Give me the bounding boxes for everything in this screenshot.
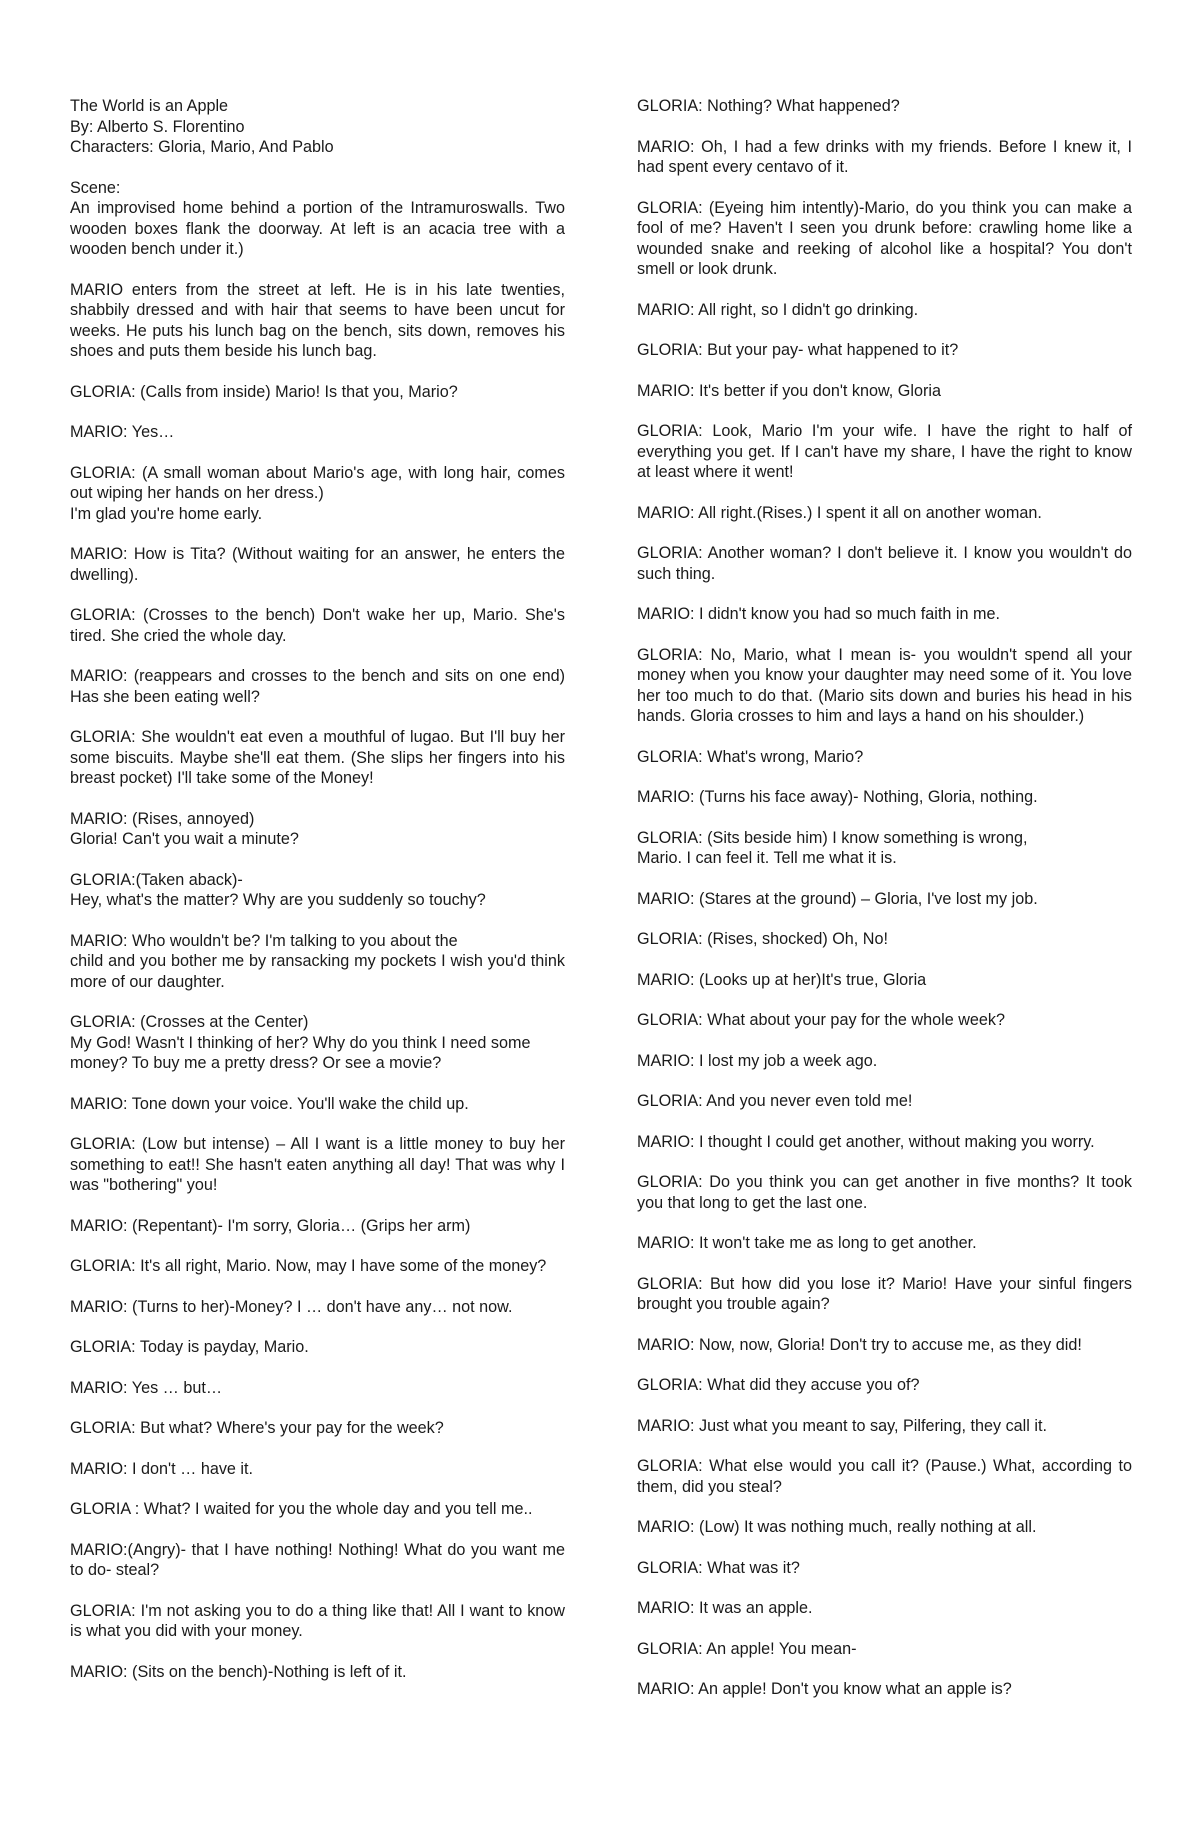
- dialogue-paragraph: MARIO: (Turns his face away)- Nothing, Gloria, nothing.: [637, 788, 1038, 806]
- dialogue-paragraph: GLORIA: She wouldn't eat even a mouthful of lugao. But I'll buy her some biscuits. Maybe she'll eat them. (She slips her fingers into his breast pocket) I'll take some of the Money!: [70, 728, 565, 787]
- dialogue-paragraph: MARIO: Yes … but…: [70, 1378, 223, 1397]
- dialogue-paragraph: GLORIA: (Eyeing him intently)-Mario, do you think you can make a fool of me? Haven't I seen you drunk before: crawling home like a wounded snake and reeking of alcohol like a hospital? You don't smell or look drunk.: [637, 198, 1132, 278]
- dialogue-paragraph: GLORIA: Today is payday, Mario.: [70, 1338, 309, 1356]
- document-title: The World is an Apple: [70, 97, 229, 115]
- dialogue-paragraph: MARIO: (Low) It was nothing much, really nothing at all.: [637, 1518, 1037, 1536]
- dialogue-paragraph: GLORIA: No, Mario, what I mean is- you wouldn't spend all your money when you know your daughter may need some of it. You love her too much to do that. (Mario sits down and buries his head in his hands. Gloria crosses to him and lays a hand on his shoulder.): [637, 645, 1132, 725]
- left-column-paragraphs: [70, 178, 565, 1683]
- dialogue-paragraph: GLORIA: (Sits beside him) I know something is wrong, Mario. I can feel it. Tell me what it is.: [637, 828, 1028, 867]
- dialogue-paragraph: MARIO: All right, so I didn't go drinking.: [637, 300, 919, 319]
- dialogue-paragraph: GLORIA: (A small woman about Mario's age, with long hair, comes out wiping her hands on her dress.) I'm glad you're home early.: [70, 463, 565, 523]
- dialogue-paragraph: GLORIA: Do you think you can get another in five months? It took you that long to get the last one.: [637, 1173, 1132, 1212]
- dialogue-paragraph: GLORIA: What was it?: [637, 1558, 800, 1577]
- dialogue-paragraph: GLORIA: (Crosses to the bench) Don't wake her up, Mario. She's tired. She cried the whole day.: [70, 606, 565, 645]
- dialogue-paragraph: GLORIA: (Calls from inside) Mario! Is that you, Mario?: [70, 382, 458, 401]
- dialogue-paragraph: GLORIA : What? I waited for you the whole day and you tell me..: [70, 1500, 533, 1518]
- dialogue-paragraph: MARIO: Yes…: [70, 423, 175, 441]
- dialogue-paragraph: MARIO: Just what you meant to say, Pilfering, they call it.: [637, 1416, 1047, 1435]
- dialogue-paragraph: GLORIA: (Low but intense) – All I want is a little money to buy her something to eat!! She hasn't eaten anything all day! That was why I was "bothering" you!: [70, 1135, 565, 1194]
- dialogue-paragraph: MARIO: Now, now, Gloria! Don't try to accuse me, as they did!: [637, 1335, 1082, 1354]
- dialogue-paragraph: MARIO: I lost my job a week ago.: [637, 1051, 878, 1070]
- dialogue-paragraph: MARIO: It was an apple.: [637, 1599, 813, 1617]
- dialogue-paragraph: GLORIA: What's wrong, Mario?: [637, 747, 864, 766]
- dialogue-paragraph: GLORIA: But what? Where's your pay for the week?: [70, 1419, 444, 1437]
- dialogue-paragraph: MARIO: (Looks up at her)It's true, Gloria: [637, 970, 927, 989]
- dialogue-paragraph: MARIO enters from the street at left. He is in his late twenties, shabbily dressed and with hair that seems to have been uncut for weeks. He puts his lunch bag on the bench, sits down, removes his shoes and puts them beside his lunch bag.: [70, 280, 565, 360]
- dialogue-paragraph: GLORIA:(Taken aback)- Hey, what's the matter? Why are you suddenly so touchy?: [70, 870, 486, 909]
- dialogue-paragraph: GLORIA: I'm not asking you to do a thing like that! All I want to know is what you did with your money.: [70, 1601, 565, 1640]
- dialogue-paragraph: MARIO: (Turns to her)-Money? I … don't have any… not now.: [70, 1297, 513, 1316]
- dialogue-paragraph: MARIO: All right.(Rises.) I spent it all on another woman.: [637, 503, 1042, 522]
- dialogue-paragraph: MARIO: I didn't know you had so much faith in me.: [637, 605, 1000, 623]
- dialogue-paragraph: GLORIA: It's all right, Mario. Now, may I have some of the money?: [70, 1257, 547, 1275]
- dialogue-paragraph: MARIO:(Angry)- that I have nothing! Nothing! What do you want me to do- steal?: [70, 1540, 565, 1579]
- dialogue-paragraph: MARIO: Oh, I had a few drinks with my friends. Before I knew it, I had spent every centavo of it.: [637, 137, 1132, 176]
- document-characters: Characters: Gloria, Mario, And Pablo: [70, 138, 334, 156]
- dialogue-paragraph: GLORIA: Nothing? What happened?: [637, 97, 900, 115]
- dialogue-paragraph: GLORIA: (Crosses at the Center) My God! Wasn't I thinking of her? Why do you think I need some money? To buy me a pretty dress? Or see a movie?: [70, 1013, 531, 1072]
- dialogue-paragraph: MARIO: (Sits on the bench)-Nothing is left of it.: [70, 1662, 407, 1681]
- dialogue-paragraph: GLORIA: What did they accuse you of?: [637, 1376, 920, 1394]
- dialogue-paragraph: GLORIA: Look, Mario I'm your wife. I have the right to half of everything you get. If I can't have my share, I have the right to know at least where it went!: [637, 422, 1132, 481]
- dialogue-paragraph: MARIO: (reappears and crosses to the bench and sits on one end) Has she been eating well?: [70, 667, 565, 706]
- dialogue-paragraph: GLORIA: But your pay- what happened to it?: [637, 341, 959, 359]
- dialogue-paragraph: GLORIA: Another woman? I don't believe it. I know you wouldn't do such thing.: [637, 544, 1132, 583]
- right-column: [637, 96, 1132, 1720]
- dialogue-paragraph: MARIO: I don't … have it.: [70, 1459, 254, 1478]
- dialogue-paragraph: GLORIA: What else would you call it? (Pause.) What, according to them, did you steal?: [637, 1457, 1132, 1496]
- right-column-paragraphs: [637, 96, 1132, 1700]
- dialogue-paragraph: MARIO: (Repentant)- I'm sorry, Gloria… (Grips her arm): [70, 1216, 471, 1235]
- dialogue-paragraph: MARIO: I thought I could get another, without making you worry.: [637, 1132, 1095, 1151]
- document-author: By: Alberto S. Florentino: [70, 117, 245, 136]
- dialogue-paragraph: MARIO: It's better if you don't know, Gloria: [637, 381, 941, 400]
- dialogue-paragraph: MARIO: How is Tita? (Without waiting for an answer, he enters the dwelling).: [70, 545, 565, 584]
- dialogue-paragraph: MARIO: It won't take me as long to get another.: [637, 1234, 977, 1252]
- dialogue-paragraph: GLORIA: An apple! You mean-: [637, 1639, 857, 1658]
- dialogue-paragraph: GLORIA: But how did you lose it? Mario! Have your sinful fingers brought you trouble again?: [637, 1274, 1132, 1313]
- dialogue-paragraph: Scene: An improvised home behind a portion of the Intramuroswalls. Two wooden boxes flank the doorway. At left is an acacia tree with a wooden bench under it.): [70, 178, 565, 258]
- dialogue-paragraph: GLORIA: What about your pay for the whole week?: [637, 1011, 1006, 1029]
- dialogue-paragraph: MARIO: An apple! Don't you know what an apple is?: [637, 1680, 1012, 1698]
- dialogue-paragraph: MARIO: (Stares at the ground) – Gloria, I've lost my job.: [637, 889, 1038, 908]
- dialogue-paragraph: GLORIA: (Rises, shocked) Oh, No!: [637, 930, 888, 948]
- dialogue-paragraph: MARIO: Tone down your voice. You'll wake the child up.: [70, 1094, 469, 1113]
- dialogue-paragraph: GLORIA: And you never even told me!: [637, 1092, 913, 1110]
- left-column: [70, 96, 565, 1702]
- dialogue-paragraph: MARIO: (Rises, annoyed) Gloria! Can't you wait a minute?: [70, 809, 299, 848]
- dialogue-paragraph: MARIO: Who wouldn't be? I'm talking to you about the child and you bother me by ransacking my pockets I wish you'd think more of our daughter.: [70, 931, 565, 991]
